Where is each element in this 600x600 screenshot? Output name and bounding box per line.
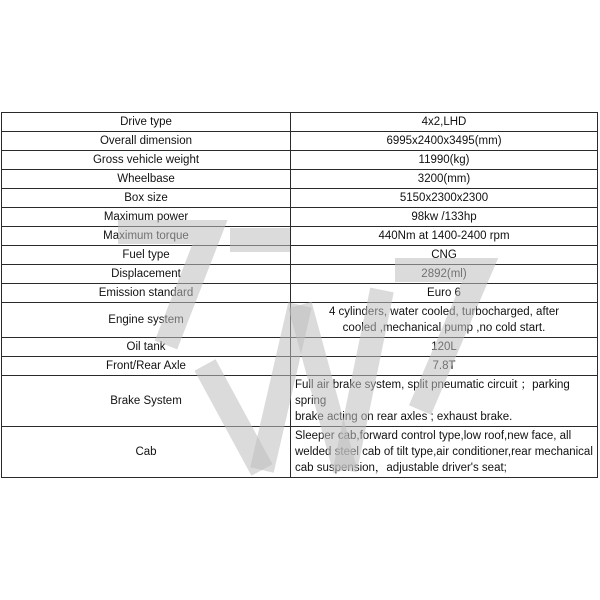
spec-value: [291, 113, 598, 132]
spec-value-line: 440Nm at 1400-2400 rpm: [378, 230, 510, 242]
spec-row: [2, 376, 598, 427]
spec-table-body: [2, 113, 598, 478]
spec-value: [291, 151, 598, 170]
spec-value: [291, 303, 598, 338]
spec-value-line: CNG: [431, 249, 457, 261]
spec-value-line: 4 cylinders, water cooled, turbocharged, after: [328, 306, 560, 318]
spec-value-line: cooled ,mechanical pump ,no cold start.: [342, 322, 546, 334]
spec-label: Brake System: [2, 376, 291, 427]
spec-label: Gross vehicle weight: [2, 151, 291, 170]
spec-value: [291, 284, 598, 303]
spec-label: Oil tank: [2, 338, 291, 357]
spec-row: [2, 132, 598, 151]
spec-row: [2, 227, 598, 246]
spec-row: [2, 357, 598, 376]
spec-label: Emission standard: [2, 284, 291, 303]
spec-value-line: 4x2,LHD: [421, 116, 467, 128]
spec-label: Drive type: [2, 113, 291, 132]
spec-value-line: 3200(mm): [417, 173, 471, 185]
spec-label: Engine system: [2, 303, 291, 338]
spec-value: [291, 357, 598, 376]
spec-value: [291, 170, 598, 189]
spec-value: [291, 338, 598, 357]
spec-label: Box size: [2, 189, 291, 208]
spec-label: Wheelbase: [2, 170, 291, 189]
spec-value-line: Euro 6: [427, 287, 461, 299]
spec-row: [2, 208, 598, 227]
spec-row: [2, 246, 598, 265]
spec-value-line: 2892(ml): [421, 268, 467, 280]
spec-value-line: 11990(kg): [418, 154, 470, 166]
spec-value: [291, 227, 598, 246]
spec-label: Fuel type: [2, 246, 291, 265]
spec-value: [291, 376, 598, 427]
spec-value-line: 6995x2400x3495(mm): [386, 135, 502, 147]
spec-row: [2, 189, 598, 208]
spec-value: [291, 427, 598, 478]
spec-value-line: 5150x2300x2300: [399, 192, 489, 204]
spec-value: [291, 208, 598, 227]
spec-value: [291, 132, 598, 151]
spec-value-line: Sleeper cab,forward control type,low roof,new face, all: [295, 430, 572, 442]
spec-row: [2, 338, 598, 357]
spec-table: [1, 112, 598, 478]
spec-value: [291, 246, 598, 265]
spec-value-line: 120L: [431, 341, 457, 353]
spec-label: Cab: [2, 427, 291, 478]
spec-row: [2, 151, 598, 170]
spec-row: [2, 427, 598, 478]
spec-value-line: 98kw /133hp: [411, 211, 477, 223]
spec-label: Maximum power: [2, 208, 291, 227]
spec-row: [2, 265, 598, 284]
spec-row: [2, 303, 598, 338]
spec-value: [291, 189, 598, 208]
spec-value-line: Full air brake system, split pneumatic circuit ；parking spring: [295, 379, 570, 407]
spec-label: Front/Rear Axle: [2, 357, 291, 376]
spec-row: [2, 113, 598, 132]
spec-label: Maximum torque: [2, 227, 291, 246]
spec-value-line: 7.8T: [432, 360, 456, 372]
spec-row: [2, 170, 598, 189]
spec-label: Displacement: [2, 265, 291, 284]
spec-value-line: welded steel cab of tilt type,air conditioner,rear mechanical: [295, 446, 593, 458]
spec-value-line: cab suspension，adjustable driver's seat;: [295, 462, 507, 474]
spec-value-line: brake acting on rear axles ; exhaust brake.: [295, 411, 513, 423]
spec-label: Overall dimension: [2, 132, 291, 151]
spec-row: [2, 284, 598, 303]
spec-value: [291, 265, 598, 284]
